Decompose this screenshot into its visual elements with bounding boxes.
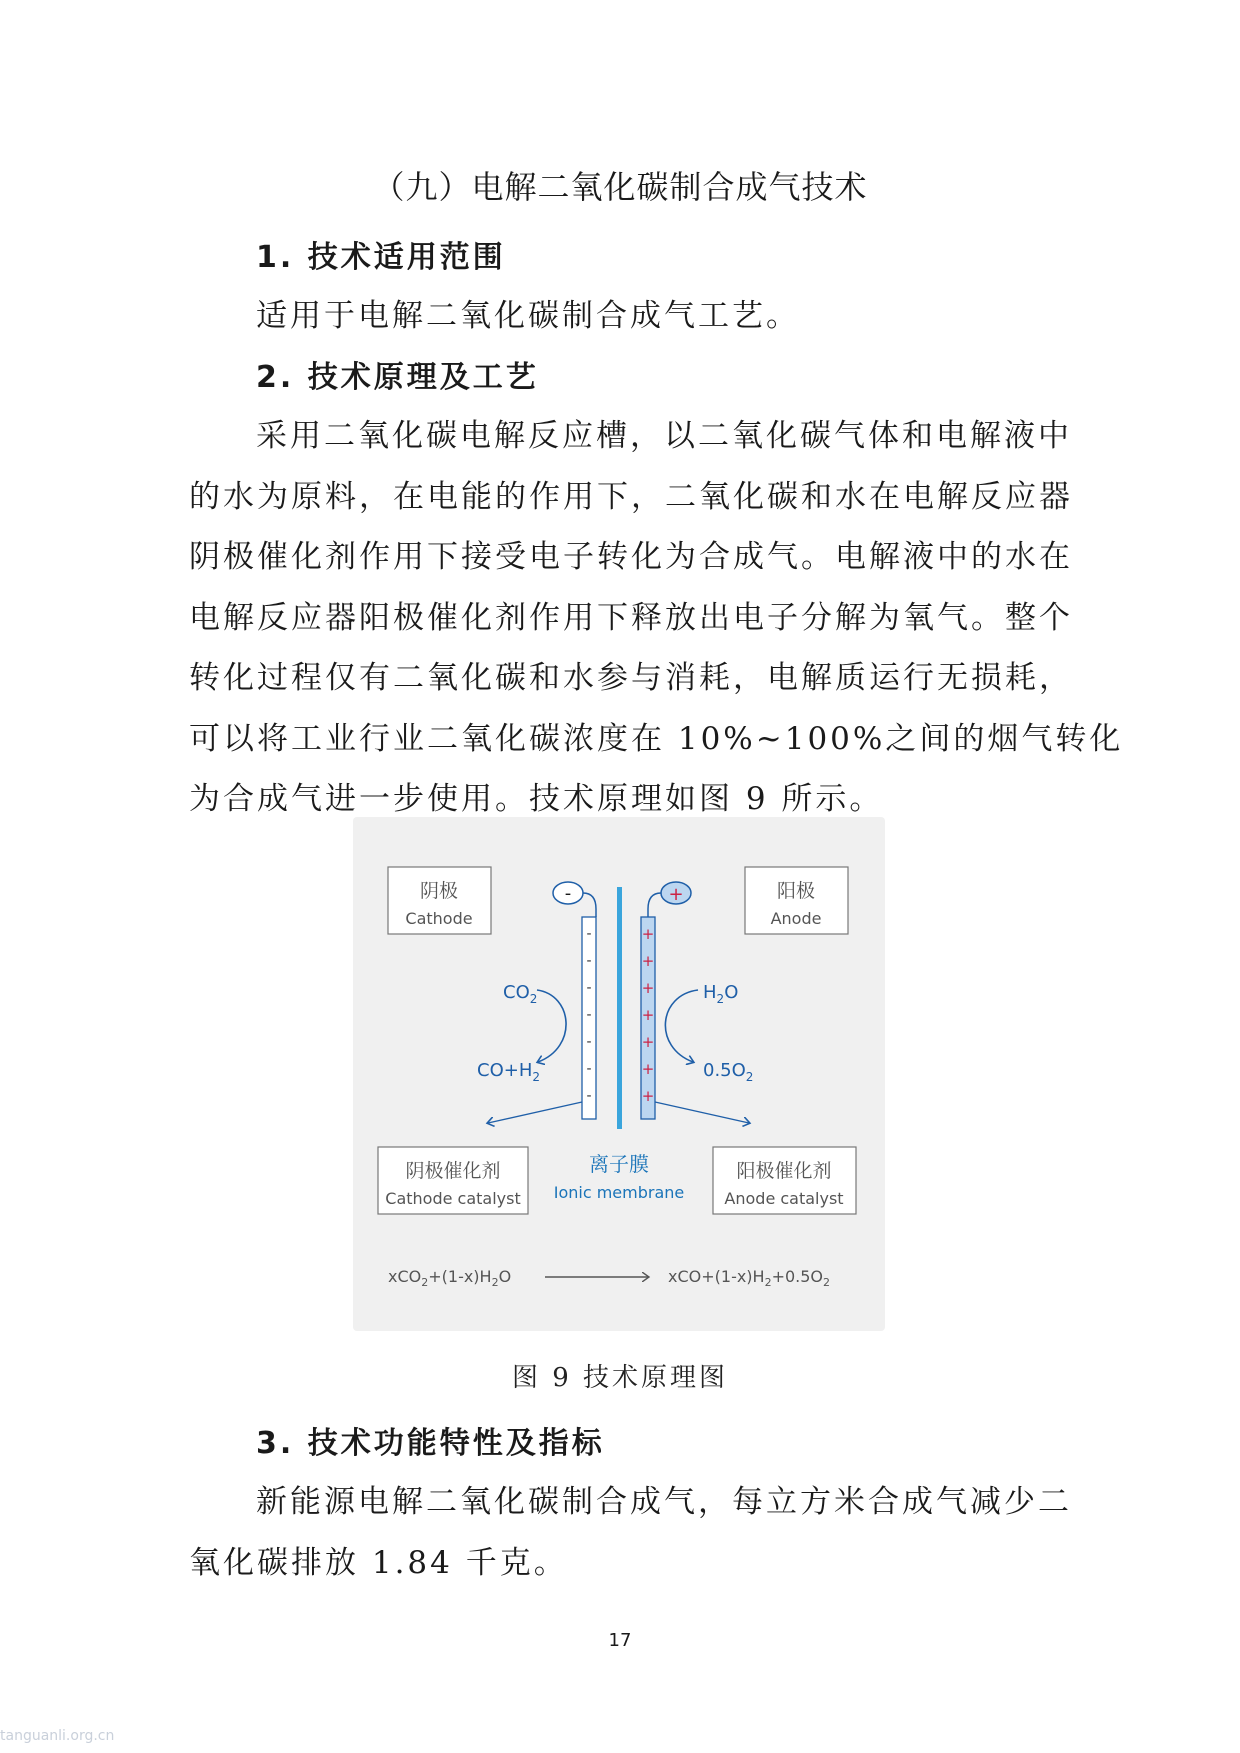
paragraph-line: 适用于电解二氧化碳制合成气工艺。 xyxy=(256,298,800,334)
cathode-electrode xyxy=(582,917,596,1119)
ionic-membrane xyxy=(617,887,622,1129)
anode-en-label: Anode xyxy=(770,909,822,928)
membrane-en-label: Ionic membrane xyxy=(553,1183,685,1202)
svg-text:-: - xyxy=(586,926,592,942)
svg-text:+: + xyxy=(641,1033,655,1051)
paragraph-line: 可以将工业行业二氧化碳浓度在 10%~100%之间的烟气转化 xyxy=(189,721,1124,757)
anode-catalyst-box xyxy=(713,1147,856,1214)
overall-equation xyxy=(388,1267,830,1289)
svg-text:+: + xyxy=(641,952,655,970)
svg-text:+: + xyxy=(641,925,655,943)
co2-label: $CO_2$ xyxy=(503,982,538,1006)
anode-electrode xyxy=(641,917,655,1119)
cathode-en-label: Cathode xyxy=(405,909,473,928)
equation-right: $xCO+(1-x)H_2+0.5O_2$ xyxy=(668,1267,831,1289)
section-title: （九）电解二氧化碳制合成气技术 xyxy=(372,168,868,206)
paragraph-line: 转化过程仅有二氧化碳和水参与消耗，电解质运行无损耗， xyxy=(189,660,1073,696)
page-number: 17 xyxy=(608,1630,632,1651)
anode-catalyst-cn: 阳极催化剂 xyxy=(736,1160,832,1182)
cathode-catalyst-box xyxy=(378,1147,528,1214)
anode-box xyxy=(745,867,848,934)
anode-catalyst-arrow xyxy=(655,1102,749,1123)
svg-text:+: + xyxy=(641,979,655,997)
cathode-reaction xyxy=(477,982,566,1084)
anode-curve-arrow xyxy=(665,990,698,1062)
diagram-svg xyxy=(353,817,885,1331)
cathode-catalyst-en: Cathode catalyst xyxy=(385,1189,521,1208)
svg-text:-: - xyxy=(586,1007,592,1023)
cathode-catalyst-arrow xyxy=(488,1102,582,1123)
svg-text:-: - xyxy=(586,1061,592,1077)
cathode-box xyxy=(388,867,491,934)
svg-text:+: + xyxy=(641,1006,655,1024)
paragraph-line: 新能源电解二氧化碳制合成气，每立方米合成气减少二 xyxy=(256,1484,1072,1520)
paragraph-line: 氧化碳排放 1.84 千克。 xyxy=(189,1545,568,1581)
figure-caption: 图 9 技术原理图 xyxy=(511,1363,729,1393)
paragraph-line: 的水为原料，在电能的作用下，二氧化碳和水在电解反应器 xyxy=(189,479,1073,515)
paragraph-line: 电解反应器阳极催化剂作用下释放出电子分解为氧气。整个 xyxy=(189,600,1073,636)
equation-left: $xCO_2+(1-x)H_2O$ xyxy=(388,1267,512,1289)
anode-cn-label: 阳极 xyxy=(776,880,816,902)
anode-catalyst-en: Anode catalyst xyxy=(724,1189,844,1208)
o2-label: $0.5O_2$ xyxy=(703,1060,754,1084)
paragraph-line: 阴极催化剂作用下接受电子转化为合成气。电解液中的水在 xyxy=(189,539,1073,575)
cathode-catalyst-cn: 阴极催化剂 xyxy=(405,1160,501,1182)
paragraph-line: 为合成气进一步使用。技术原理如图 9 所示。 xyxy=(189,781,884,817)
svg-text:-: - xyxy=(586,980,592,996)
heading-principle: 2. 技术原理及工艺 xyxy=(256,360,539,395)
membrane-cn-label: 离子膜 xyxy=(589,1152,649,1176)
svg-text:-: - xyxy=(586,1034,592,1050)
svg-text:+: + xyxy=(641,1087,655,1105)
svg-text:+: + xyxy=(641,1060,655,1078)
minus-sign: - xyxy=(564,883,572,904)
cathode-curve-arrow xyxy=(537,990,566,1062)
negative-terminal xyxy=(553,882,596,917)
svg-text:-: - xyxy=(586,953,592,969)
svg-text:-: - xyxy=(586,1088,592,1104)
heading-features: 3. 技术功能特性及指标 xyxy=(256,1426,605,1461)
anode-reaction xyxy=(665,982,753,1084)
plus-sign: + xyxy=(668,884,684,905)
heading-scope: 1. 技术适用范围 xyxy=(256,240,506,275)
h2o-label: $H_2O$ xyxy=(703,982,739,1006)
cathode-cn-label: 阴极 xyxy=(419,880,459,902)
positive-terminal xyxy=(648,882,691,917)
watermark: tanguanli.org.cn xyxy=(0,1728,115,1744)
paragraph-line: 采用二氧化碳电解反应槽，以二氧化碳气体和电解液中 xyxy=(256,418,1072,454)
co-h2-label: $CO+H_2$ xyxy=(477,1060,540,1084)
principle-diagram xyxy=(353,817,885,1331)
